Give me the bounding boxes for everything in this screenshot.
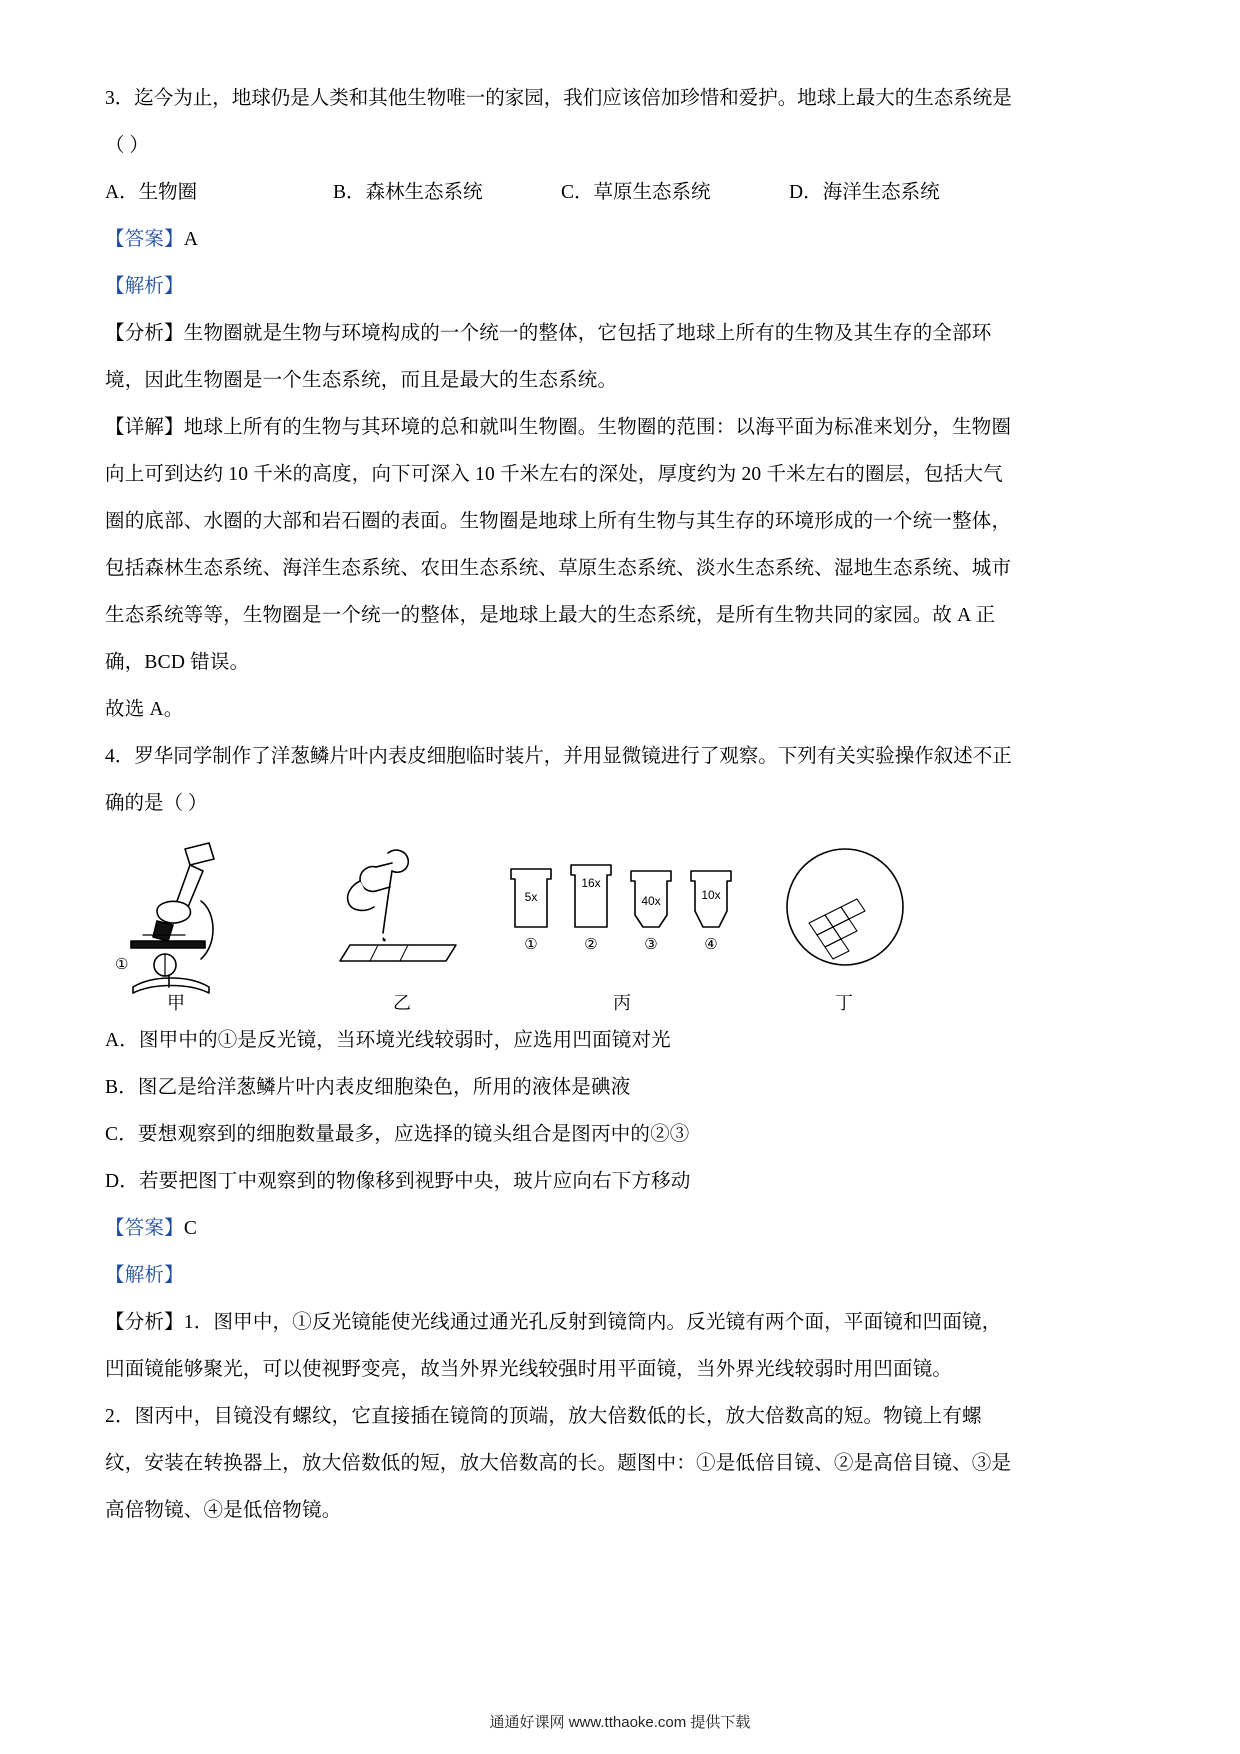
question-4-stem-line-1: 4．罗华同学制作了洋葱鳞片叶内表皮细胞临时装片，并用显微镜进行了观察。下列有关实验操作叙述不正 — [105, 746, 1012, 767]
figure-label-bing: 丙 — [613, 993, 631, 1013]
question-4-figure — [105, 841, 1135, 1011]
question-3-answer-row — [105, 216, 1135, 263]
question-3-option-b: B．森林生态系统 — [333, 182, 483, 203]
question-3-option-c: C．草原生态系统 — [561, 182, 711, 203]
question-4-option-d: D．若要把图丁中观察到的物像移到视野中央，玻片应向右下方移动 — [105, 1171, 691, 1192]
question-3-detail-line-2: 向上可到达约 10 千米的高度，向下可深入 10 千米左右的深处，厚度约为 20 千米左右的圈层，包括大气 — [105, 464, 1003, 485]
answer-value: A — [183, 229, 199, 250]
question-3-detail-line-6: 确，BCD 错误。 — [105, 652, 250, 673]
page-footer: 通通好课网 www.tthaoke.com 提供下载 — [489, 1714, 751, 1731]
question-3-option-d: D．海洋生态系统 — [789, 182, 940, 203]
svg-text:④: ④ — [704, 937, 718, 953]
question-4-option-b: B．图乙是给洋葱鳞片叶内表皮细胞染色，所用的液体是碘液 — [105, 1077, 631, 1098]
figure-label-yi: 乙 — [393, 993, 411, 1013]
svg-text:5x: 5x — [524, 890, 538, 904]
question-3-choose-line: 故选 A。 — [105, 699, 184, 720]
answer-label: 【答案】 — [105, 1218, 184, 1239]
question-3-detail-line-1: 【详解】地球上所有的生物与其环境的总和就叫生物圈。生物圈的范围：以海平面为标准来划分，生物圈 — [105, 417, 1012, 438]
svg-text:③: ③ — [644, 937, 658, 953]
question-4-analysis-line-4: 纹，安装在转换器上，放大倍数低的短，放大倍数高的长。题图中：①是低倍目镜、②是高倍目镜、③是 — [105, 1453, 1012, 1474]
svg-text:40x: 40x — [641, 894, 661, 908]
answer-label: 【答案】 — [105, 229, 184, 250]
question-3-options — [105, 169, 1135, 216]
question-3-stem-line-1: 3．迄今为止，地球仍是人类和其他生物唯一的家园，我们应该倍加珍惜和爱护。地球上最大的生态系统是 — [105, 88, 1012, 109]
microscope-experiment-diagram — [105, 841, 1135, 1011]
question-4-option-a: A．图甲中的①是反光镜，当环境光线较弱时，应选用凹面镜对光 — [105, 1030, 671, 1051]
svg-text:②: ② — [584, 937, 598, 953]
question-3-detail-line-4: 包括森林生态系统、海洋生态系统、农田生态系统、草原生态系统、淡水生态系统、湿地生态系统、城市 — [105, 558, 1012, 579]
question-4-answer-row — [105, 1205, 1135, 1252]
question-4-analysis-line-2: 凹面镜能够聚光，可以使视野变亮，故当外界光线较强时用平面镜，当外界光线较弱时用凹面镜。 — [105, 1359, 953, 1380]
svg-text:①: ① — [524, 937, 538, 953]
svg-text:10x: 10x — [701, 888, 721, 902]
answer-value: C — [183, 1218, 198, 1239]
mirror-number-label: ① — [115, 957, 129, 973]
question-4-explain-label: 【解析】 — [105, 1265, 184, 1286]
figure-label-ding: 丁 — [835, 993, 853, 1013]
question-4-analysis-line-1: 【分析】1．图甲中，①反光镜能使光线通过通光孔反射到镜筒内。反光镜有两个面，平面镜和凹面镜， — [105, 1312, 1002, 1333]
question-3-analysis-line-1: 【分析】生物圈就是生物与环境构成的一个统一的整体，它包括了地球上所有的生物及其生存的全部环 — [105, 323, 992, 344]
question-4-stem-line-2: 确的是（ ） — [105, 793, 208, 814]
question-4-option-c: C．要想观察到的细胞数量最多，应选择的镜头组合是图丙中的②③ — [105, 1124, 690, 1145]
question-3-explain-label: 【解析】 — [105, 276, 184, 297]
question-3-analysis-line-2: 境，因此生物圈是一个生态系统，而且是最大的生态系统。 — [105, 370, 618, 391]
question-3-stem-line-2: （ ） — [105, 135, 149, 156]
question-4-analysis-line-3: 2．图丙中，目镜没有螺纹，它直接插在镜筒的顶端，放大倍数低的长，放大倍数高的短。物镜上有螺 — [105, 1406, 982, 1427]
question-3-option-a: A．生物圈 — [105, 182, 198, 203]
figure-label-jia: 甲 — [167, 993, 185, 1013]
question-3-detail-line-3: 圈的底部、水圈的大部和岩石圈的表面。生物圈是地球上所有生物与其生存的环境形成的一个统一整体， — [105, 511, 1012, 532]
svg-text:16x: 16x — [581, 876, 601, 890]
question-3-detail-line-5: 生态系统等等，生物圈是一个统一的整体，是地球上最大的生态系统，是所有生物共同的家园。故 A 正 — [105, 605, 996, 626]
question-4-analysis-line-5: 高倍物镜、④是低倍物镜。 — [105, 1500, 342, 1521]
